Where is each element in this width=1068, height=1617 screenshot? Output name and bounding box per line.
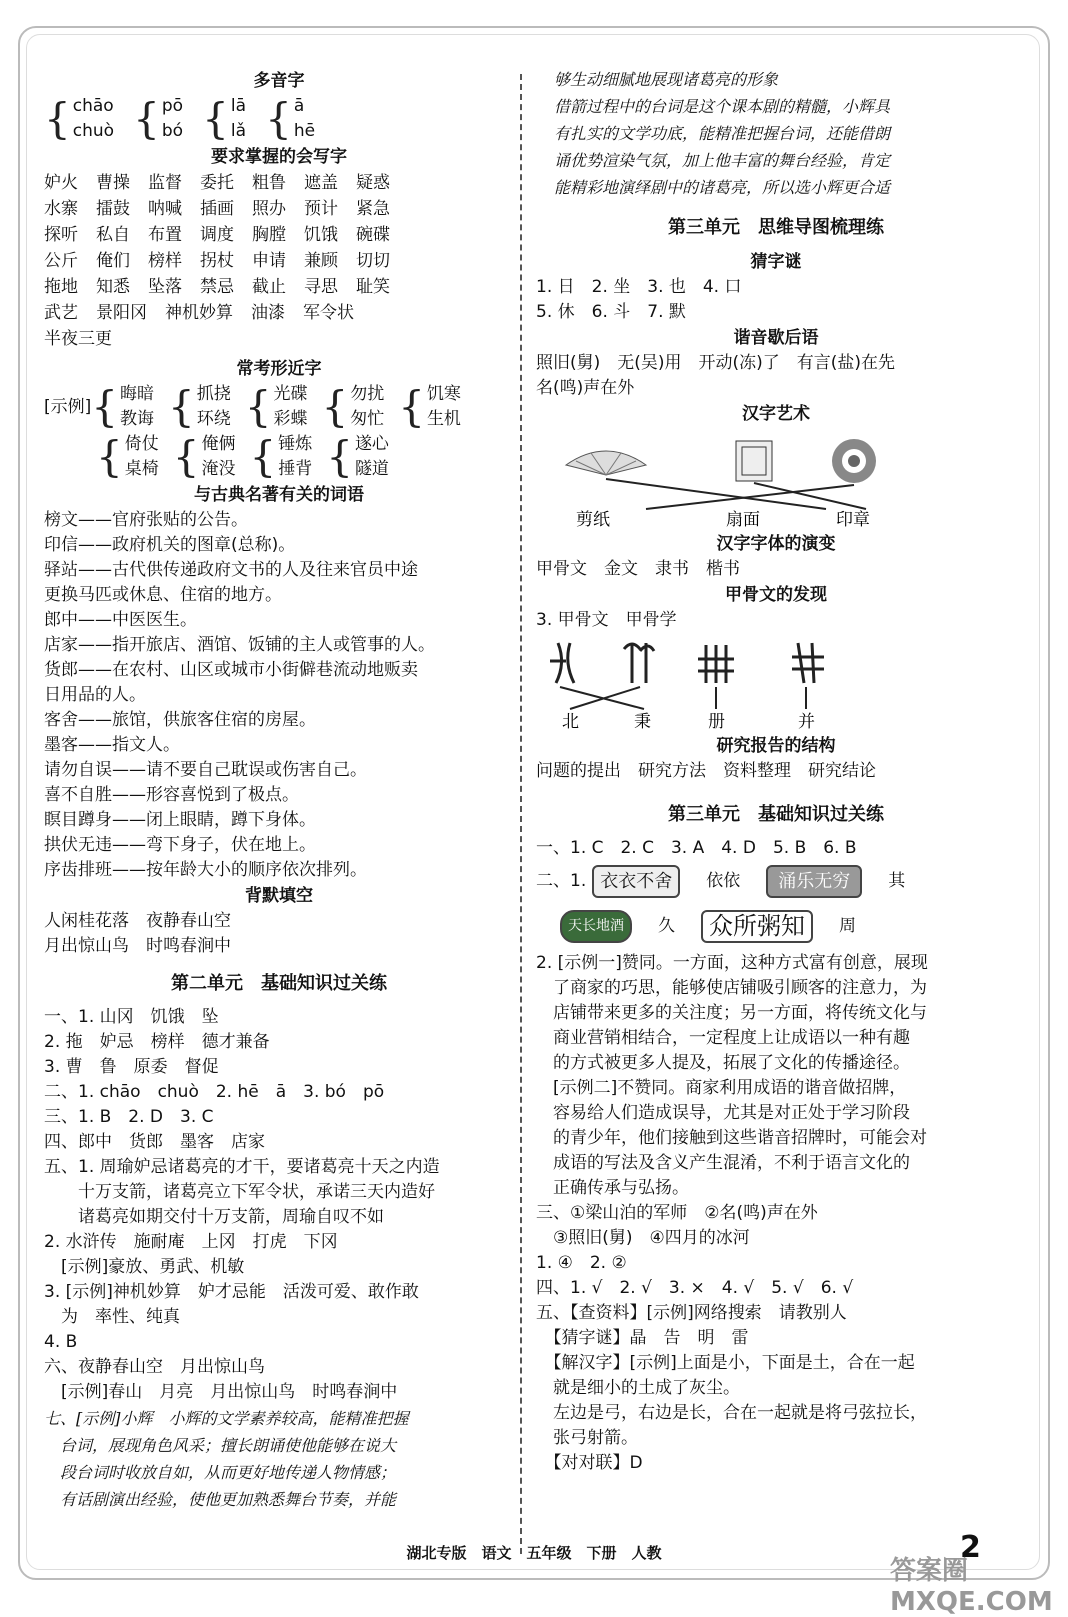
brace: {: [244, 382, 272, 431]
answer-line: 3. 曹 鲁 原委 督促: [44, 1057, 219, 1077]
word: 坠落: [148, 277, 182, 297]
word: 公斤: [44, 251, 78, 271]
similar-pair: [168, 382, 231, 432]
brace: {: [321, 382, 349, 431]
sign-box: 涌乐无穷: [766, 865, 862, 898]
answer-line: 【对对联】D: [536, 1453, 643, 1473]
word: 插画: [200, 199, 234, 219]
footer-info: 湖北专版 语文 五年级 下册 人教: [406, 1544, 662, 1562]
word: 知悉: [96, 277, 130, 297]
word: 布置: [148, 225, 182, 245]
answer-line: 正确传承与弘扬。: [536, 1178, 689, 1198]
oracle-glyphs: [550, 643, 824, 683]
word: 倚仗: [124, 434, 159, 454]
answer-line: 店铺带来更多的关注度；另一方面，将传统文化与: [536, 1003, 927, 1023]
word: 捶背: [278, 459, 313, 479]
section-heading: 甲骨文的发现: [725, 585, 827, 605]
section-heading: 谐音歇后语: [733, 328, 819, 348]
handwritten-line: 能精彩地演绎剧中的诸葛亮，所以选小辉更合适: [554, 178, 891, 197]
section-heading: 多音字: [253, 71, 305, 91]
brace: {: [326, 432, 353, 481]
word: 疑惑: [356, 173, 390, 193]
sign-box: 天长地酒: [560, 910, 632, 943]
answer-line: 3. [示例]神机妙算 妒才忌能 活泼可爱、敢作敢: [44, 1282, 419, 1302]
section-heading: 与古典名著有关的词语: [194, 485, 364, 505]
word: 委托: [200, 173, 234, 193]
brace: {: [91, 382, 118, 431]
similar-pair: [173, 432, 236, 482]
word: 饥饿: [304, 225, 338, 245]
watermark: 答案圈 MXQE.COM: [890, 1556, 1053, 1617]
answer-line: 成语的写法及含义产生混淆，不利于语言文化的: [536, 1153, 910, 1173]
recite-line: 月出惊山鸟 时鸣春涧中: [44, 936, 231, 956]
classic-term: 榜文——官府张贴的公告。: [44, 510, 248, 530]
answer-line: 的青少年，他们接触到这些谐音招牌时，可能会对: [536, 1128, 927, 1148]
handwritten-line: 有扎实的文学功底，能精准把握台词，还能借朗: [554, 124, 891, 143]
word: 截止: [252, 277, 286, 297]
answer-line: 四、郎中 货郎 墨客 店家: [44, 1132, 265, 1152]
word: 切切: [356, 251, 390, 271]
classic-terms-list: [44, 508, 514, 883]
word: 调度: [200, 225, 234, 245]
write-words-grid: [44, 170, 514, 352]
pair-stack: [427, 382, 461, 432]
answer-line: 2. [示例一]赞同。一方面，这种方式富有创意，展现: [536, 953, 928, 973]
question-seven-answer: [44, 1405, 514, 1513]
brace: {: [168, 382, 195, 431]
section-heading: 要求掌握的会写字: [211, 147, 347, 167]
word: 隧道: [354, 459, 389, 479]
answer-line: 二、1. chāo chuò 2. hē ā 3. bó pō: [44, 1082, 385, 1102]
answer-line: [示例]春山 月亮 月出惊山鸟 时鸣春涧中: [44, 1382, 398, 1402]
word: 擂鼓: [96, 199, 130, 219]
sign-row: 二、1. 衣衣不舍 依依 涌乐无穷 其: [536, 861, 1016, 901]
answer-line: 左边是弓，右边是长，合在一起就是将弓弦拉长，: [536, 1403, 927, 1423]
answer-line: 三、1. B 2. D 3. C: [44, 1107, 214, 1127]
seal-image: [736, 441, 772, 481]
answer-line: [示例]豪放、勇武、机敏: [44, 1257, 245, 1277]
fan-image: [566, 451, 646, 475]
unit3-basic-heading: 第三单元 基础知识过关练: [668, 804, 884, 825]
word: 神机妙算: [165, 303, 233, 323]
classic-term: 墨客——指文人。: [44, 735, 180, 755]
word: 耻笑: [356, 277, 390, 297]
pair-stack: [278, 432, 312, 482]
answer-line: 容易给人们造成误导，尤其是对正处于学习阶段: [536, 1103, 910, 1123]
polyphone-pair: { chāo chuò: [44, 94, 115, 143]
answer-line: 就是细小的土成了灰尘。: [536, 1378, 740, 1398]
word-row: [44, 196, 514, 222]
classic-term: 喜不自胜——形容喜悦到了极点。: [44, 785, 299, 805]
riddle-answer: 5. 休 6. 斗 7. 默: [536, 302, 686, 322]
word: 拐杖: [200, 251, 234, 271]
answer-line: 2. 水浒传 施耐庵 上冈 打虎 下冈: [44, 1232, 338, 1252]
pair-stack: [120, 382, 154, 432]
page-number: 2: [960, 1530, 981, 1565]
section-heading: 汉字字体的演变: [716, 534, 836, 554]
answer-line: 了商家的巧思，能够使店铺吸引顾客的注意力，为: [536, 978, 927, 998]
svg-text:册: 册: [708, 712, 725, 729]
unit2-answers: [44, 1005, 514, 1405]
word-row: [44, 222, 514, 248]
word: 生机: [426, 409, 461, 429]
handwritten-line: 够生动细腻地展现诸葛亮的形象: [554, 70, 779, 89]
word: 晦暗: [120, 384, 154, 404]
polyphone-pair: { ā hē: [265, 94, 316, 143]
answer-line: 张弓射箭。: [536, 1428, 638, 1448]
continued-answer: [536, 66, 1016, 201]
question-five-answer: [536, 1301, 1016, 1476]
left-column: [44, 68, 514, 1513]
recite-line: 人闲桂花落 夜静春山空: [44, 911, 231, 931]
word: 预计: [304, 199, 338, 219]
classic-term: 请勿自误——请不要自己耽误或伤害自己。: [44, 760, 367, 780]
handwritten-line: 段台词时收放自如，从而更好地传递人物情感；: [44, 1463, 397, 1482]
mindmap-heading: 第三单元 思维导图梳理练: [668, 217, 884, 238]
classic-term: 客舍——旅馆，供旅客住宿的房屋。: [44, 710, 316, 730]
art-matching-diagram: [536, 427, 1016, 527]
handwritten-line: 台词，展现角色风采；擅长朗诵使他能够在说大: [44, 1436, 397, 1455]
svg-text:并: 并: [798, 712, 815, 729]
word: 环绕: [196, 409, 231, 429]
word: 匆忙: [350, 409, 385, 429]
word: 曹操: [96, 173, 130, 193]
section-heading: 研究报告的结构: [716, 736, 836, 756]
answer-line: 【解汉字】[示例]上面是小，下面是土，合在一起: [536, 1353, 915, 1373]
classic-term: 瞑目蹲身——闭上眼睛，蹲下身体。: [44, 810, 316, 830]
pair-stack: [201, 432, 235, 482]
word: 榜样: [148, 251, 182, 271]
word: 粗鲁: [252, 173, 286, 193]
classic-term: 货郎——在农村、山区或城市小街僻巷流动地贩卖: [44, 660, 418, 680]
word: 俺俩: [201, 434, 236, 454]
answer-line: 五、【查资料】[示例]网络搜索 请教别人: [536, 1303, 847, 1323]
answer-line: [示例二]不赞同。商家利用成语的谐音做招牌，: [536, 1078, 907, 1098]
word: 饥寒: [426, 384, 461, 404]
word: 探听: [44, 225, 78, 245]
word: 禁忌: [200, 277, 234, 297]
word: 油漆: [251, 303, 285, 323]
pair-stack: [350, 382, 384, 432]
word: 光碟: [273, 384, 308, 404]
sign-row: 天长地酒 久 众所粥知 周: [536, 901, 1016, 951]
word: 景阳冈: [96, 303, 147, 323]
word: 监督: [148, 173, 182, 193]
similar-chars-row: [44, 382, 514, 432]
brace: {: [172, 432, 200, 481]
answer-line: 2. 拖 妒忌 榜样 德才兼备: [44, 1032, 270, 1052]
word: 彩蝶: [273, 409, 308, 429]
art-label: 扇面: [726, 510, 760, 527]
polyphone-pair: { pō bó: [133, 94, 184, 143]
answer-line: 诸葛亮如期交付十万支箭，周瑜自叹不如: [44, 1207, 384, 1227]
section-heading: 常考形近字: [236, 359, 322, 379]
similar-chars-row: [44, 432, 514, 482]
answer-line: 一、1. 山冈 饥饿 坠: [44, 1007, 219, 1027]
pair-stack: [125, 432, 159, 482]
word: 勿扰: [350, 384, 385, 404]
answer-line: 四、1. √ 2. √ 3. × 4. √ 5. √ 6. √: [536, 1278, 854, 1298]
polyphone-row: [44, 94, 514, 144]
handwritten-line: 诵优势渲染气氛，加上他丰富的舞台经验，肯定: [554, 151, 891, 170]
similar-pair: [398, 382, 461, 432]
riddle-answer: 1. 日 2. 坐 3. 也 4. 口: [536, 277, 742, 297]
answer-line: 十万支箭，诸葛亮立下军令状，承诺三天内造好: [44, 1182, 435, 1202]
word: 遂心: [354, 434, 389, 454]
brace: {: [398, 382, 425, 431]
word: 遮盖: [304, 173, 338, 193]
section-heading: 背默填空: [245, 886, 313, 906]
word: 碗碟: [356, 225, 390, 245]
word-row: [44, 170, 514, 196]
word-row: [44, 274, 514, 300]
choice-answers: 一、1. C 2. C 3. A 4. D 5. B 6. B: [536, 838, 857, 858]
answer-line: 六、夜静春山空 月出惊山鸟: [44, 1357, 265, 1377]
evolve-answer: 甲骨文 金文 隶书 楷书: [536, 559, 740, 579]
classic-term: 店家——指开旅店、酒馆、饭铺的主人或管事的人。: [44, 635, 435, 655]
classic-term: 序齿排班——按年龄大小的顺序依次排列。: [44, 860, 367, 880]
classic-term: 日用品的人。: [44, 685, 146, 705]
xiehouyu-answer: 照旧(舅) 无(吴)用 开动(冻)了 有言(盐)在先: [536, 353, 896, 373]
papercut-image: [832, 439, 876, 483]
section-heading: 汉字艺术: [742, 404, 810, 424]
handwritten-line: 有话剧演出经验，使他更加熟悉舞台节奏，并能: [44, 1490, 397, 1509]
classic-term: 驿站——古代供传递政府文书的人及往来官员中途: [44, 560, 418, 580]
word: 寻思: [304, 277, 338, 297]
word: 淹没: [201, 459, 236, 479]
answer-line: 三、①梁山泊的军师 ②名(鸣)声在外: [536, 1203, 818, 1223]
sign-box: 衣衣不舍: [592, 865, 680, 898]
unit2-heading: 第二单元 基础知识过关练: [171, 973, 387, 994]
report-answer: 问题的提出 研究方法 资料整理 研究结论: [536, 761, 876, 781]
word: 水寨: [44, 199, 78, 219]
question-answers: [536, 951, 1016, 1301]
similar-pair: [321, 382, 384, 432]
answer-line: 五、1. 周瑜妒忌诸葛亮的才干，要诸葛亮十天之内造: [44, 1157, 440, 1177]
word: 桌椅: [124, 459, 159, 479]
oracle-matching-diagram: [536, 633, 1016, 729]
pair-stack: [197, 382, 231, 432]
similar-pair: [326, 432, 389, 482]
answer-line: 为 率性、纯真: [44, 1307, 180, 1327]
word: 抓挠: [196, 384, 231, 404]
word: 紧急: [356, 199, 390, 219]
answer-line: 4. B: [44, 1332, 78, 1352]
word: 拖地: [44, 277, 78, 297]
svg-text:北: 北: [562, 712, 579, 729]
word: 申请: [252, 251, 286, 271]
oracle-answer: 3. 甲骨文 甲骨学: [536, 610, 677, 630]
column-divider: [520, 74, 522, 1554]
example-label: [示例]: [44, 396, 92, 417]
sign-box: 众所粥知: [701, 910, 813, 943]
word: 俺们: [96, 251, 130, 271]
answer-line: 【猜字谜】晶 告 明 雷: [536, 1328, 749, 1348]
handwritten-line: 七、[示例]小辉 小辉的文学素养较高，能精准把握: [44, 1409, 409, 1428]
polyphone-pair: { lā lǎ: [202, 94, 247, 143]
answer-line: 商业营销相结合，一定程度上让成语以一种有趣: [536, 1028, 910, 1048]
word: 教诲: [120, 409, 154, 429]
word-row: [44, 248, 514, 274]
similar-pair: [96, 432, 159, 482]
handwritten-line: 借箭过程中的台词是这个课本剧的精髓，小辉具: [554, 97, 891, 116]
art-label: 剪纸: [576, 510, 610, 527]
word: 锤炼: [278, 434, 313, 454]
xiehouyu-answer: 名(鸣)声在外: [536, 378, 635, 398]
word-row: [44, 300, 514, 326]
brace: {: [96, 432, 123, 481]
word: 照办: [252, 199, 286, 219]
word: 呐喊: [148, 199, 182, 219]
word: 胸膛: [252, 225, 286, 245]
brace: {: [249, 432, 277, 481]
word: 兼顾: [304, 251, 338, 271]
classic-term: 拱伏无违——弯下身子，伏在地上。: [44, 835, 316, 855]
art-label: 印章: [836, 510, 870, 527]
similar-pair: [91, 382, 154, 432]
answer-line: 1. ④ 2. ②: [536, 1253, 627, 1273]
similar-pair: [249, 432, 312, 482]
similar-pair: [245, 382, 308, 432]
answer-line: ③照旧(舅) ④四月的冰河: [536, 1228, 750, 1248]
pair-stack: [273, 382, 307, 432]
word-row: [44, 326, 514, 352]
right-column: [536, 66, 1016, 1476]
pair-stack: [355, 432, 389, 482]
word: 武艺: [44, 303, 78, 323]
classic-term: 更换马匹或休息、住宿的地方。: [44, 585, 282, 605]
svg-text:秉: 秉: [634, 712, 651, 729]
section-heading: 猜字谜: [750, 252, 802, 272]
classic-term: 郎中——中医医生。: [44, 610, 197, 630]
word: 军令状: [303, 303, 354, 323]
classic-term: 印信——政府机关的图章(总称)。: [44, 535, 296, 555]
answer-line: 的方式被更多人提及，拓展了文化的传播途径。: [536, 1053, 910, 1073]
word: 半夜三更: [44, 329, 112, 349]
word: 私自: [96, 225, 130, 245]
word: 妒火: [44, 173, 78, 193]
